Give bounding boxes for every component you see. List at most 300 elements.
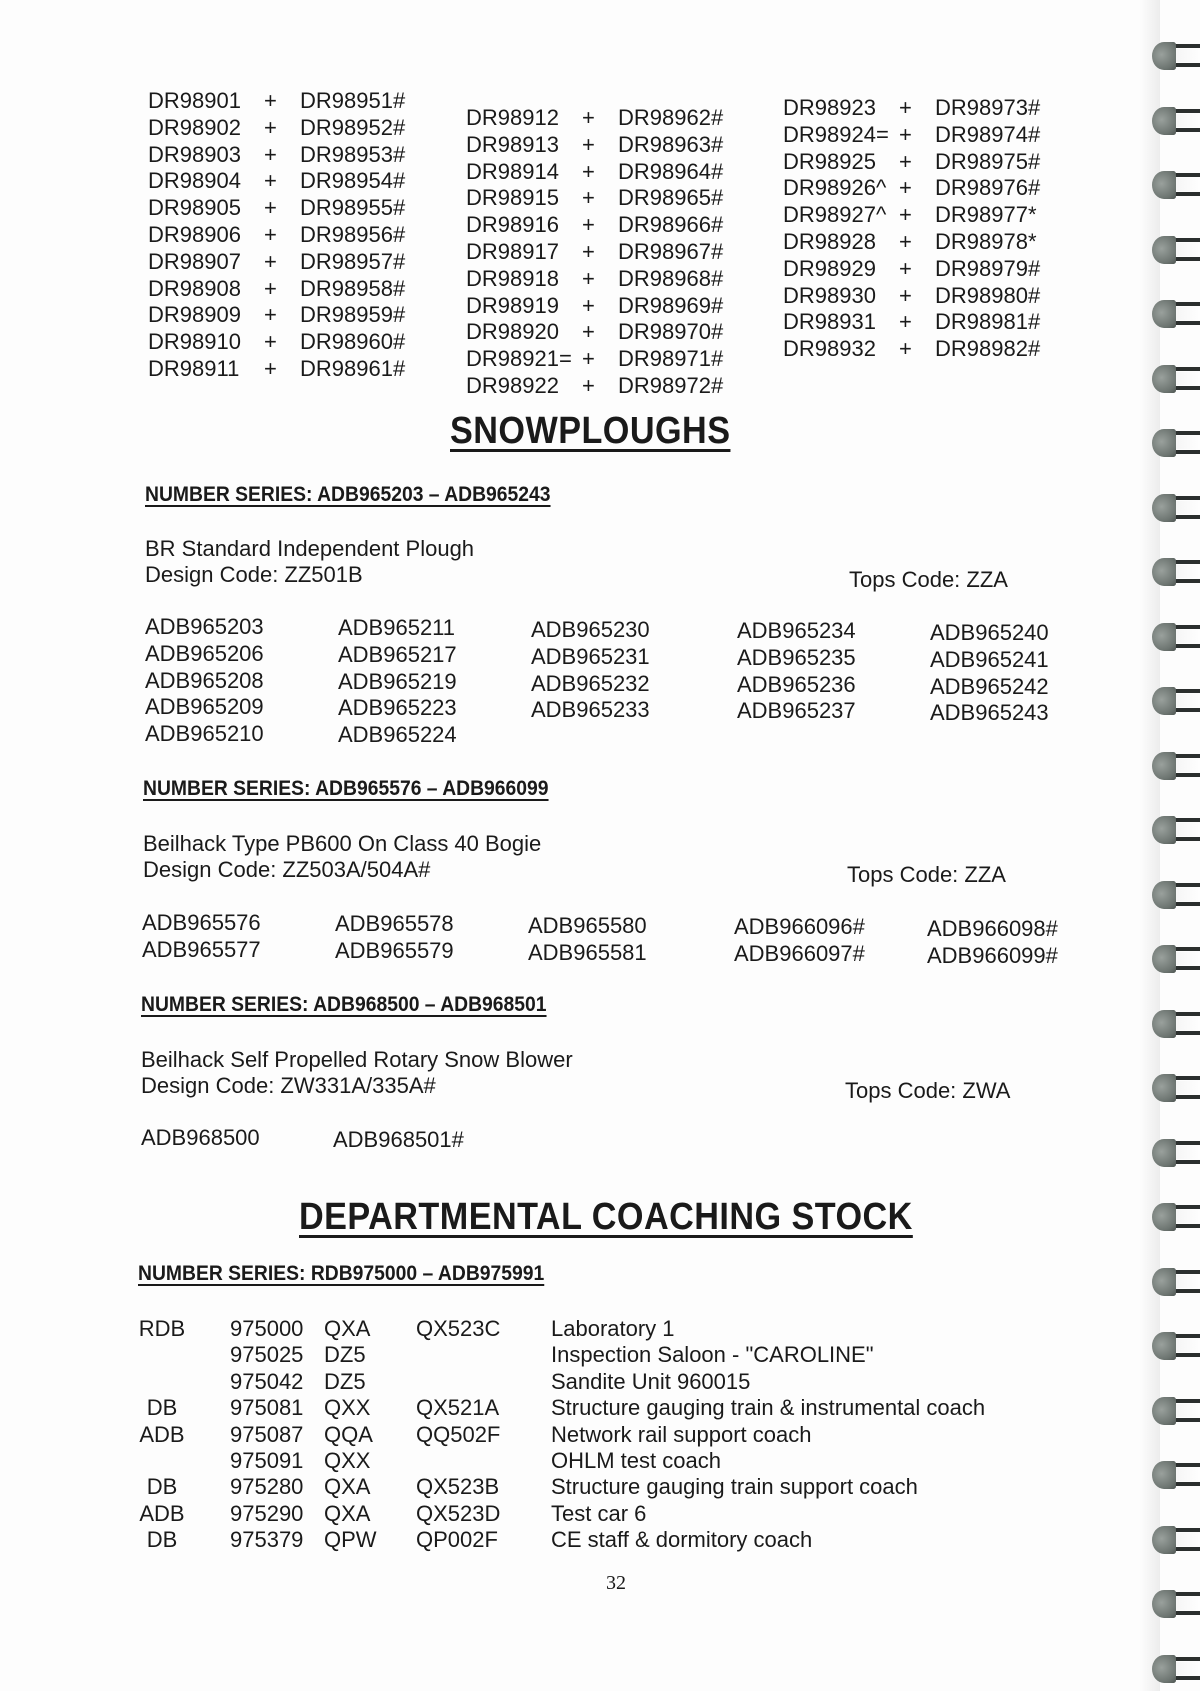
spiral-ring-icon (1150, 1006, 1200, 1042)
ring-end (1152, 1590, 1176, 1618)
description-cell: Sandite Unit 960015 (551, 1368, 751, 1394)
dr-number: DR98932 (783, 336, 876, 362)
prefix-cell: DB (146, 1474, 178, 1500)
pair-separator: + (899, 202, 912, 228)
pair-separator: + (582, 319, 595, 345)
vehicle-number: ADB965232 (531, 670, 650, 696)
spiral-ring-icon (1150, 38, 1200, 74)
ring-end (1152, 1074, 1176, 1102)
pair-separator: + (264, 114, 277, 140)
series-heading: NUMBER SERIES: ADB965576 – ADB966099 (143, 777, 549, 800)
dr-pair-row (466, 132, 723, 159)
pair-separator: + (899, 121, 912, 147)
pair-separator: + (264, 195, 277, 221)
dr-pair-row (148, 276, 405, 303)
ring-shine (1172, 630, 1200, 643)
spiral-ring-icon (1150, 554, 1200, 590)
pair-separator: + (264, 168, 277, 194)
dr-number: DR98919 (466, 292, 559, 318)
dr-number: DR98916 (466, 212, 559, 238)
dr-paired-number: DR98969# (618, 292, 724, 318)
number-column (734, 914, 865, 968)
dr-pair-row (466, 105, 723, 132)
dr-pair-row (466, 266, 723, 293)
dr-pair-row (466, 212, 723, 239)
ring-shine (1172, 1210, 1200, 1223)
pair-separator: + (582, 265, 595, 291)
design-code-cell: QP002F (416, 1527, 498, 1553)
dr-pair-row (466, 239, 723, 266)
spiral-ring-icon (1150, 361, 1200, 397)
dr-number: DR98907 (148, 248, 241, 274)
vehicle-number: ADB965577 (142, 936, 261, 962)
tops-code: Tops Code: ZZA (847, 862, 1006, 887)
dr-paired-number: DR98977* (935, 202, 1037, 228)
dr-number: DR98903 (148, 141, 241, 167)
spiral-ring-icon (1150, 1135, 1200, 1171)
dr-paired-number: DR98970# (618, 319, 724, 345)
dr-number: DR98918 (466, 265, 559, 291)
ring-end (1152, 945, 1176, 973)
page-number: 32 (606, 1572, 626, 1594)
number-cell: 975042 (230, 1368, 304, 1394)
vehicle-number: ADB965580 (528, 913, 647, 938)
number-cell: 975290 (230, 1500, 304, 1526)
dr-paired-number: DR98966# (618, 212, 724, 238)
design-code-cell: QX521A (416, 1395, 500, 1421)
ring-end (1152, 42, 1176, 70)
dr-paired-number: DR98974# (935, 121, 1041, 147)
pair-separator: + (582, 292, 595, 318)
pair-separator: + (264, 88, 277, 113)
ring-end (1152, 1203, 1176, 1231)
ring-shine (1172, 1146, 1200, 1159)
dr-pairs-column (148, 88, 405, 383)
ring-end (1152, 752, 1176, 780)
ring-shine (1172, 1662, 1200, 1675)
dr-pair-row (148, 356, 405, 383)
spiral-ring-icon (1150, 232, 1200, 268)
vehicle-number: ADB965219 (338, 668, 457, 694)
number-column (930, 620, 1049, 727)
pair-separator: + (582, 185, 595, 211)
dr-paired-number: DR98972# (618, 372, 724, 398)
number-cell: 975000 (230, 1316, 304, 1341)
vehicle-number: ADB965235 (737, 644, 856, 670)
spiral-ring-icon (1150, 167, 1200, 203)
dr-pair-row (783, 256, 1040, 283)
dr-paired-number: DR98956# (300, 221, 406, 247)
dr-paired-number: DR98955# (300, 195, 406, 221)
spiral-ring-icon (1150, 812, 1200, 848)
description-cell: Laboratory 1 (551, 1316, 675, 1341)
dr-pair-row (148, 88, 405, 115)
dr-pair-row (148, 329, 405, 356)
pair-separator: + (264, 302, 277, 328)
dr-pair-row (783, 336, 1040, 363)
ring-shine (1172, 436, 1200, 449)
description-cell: OHLM test coach (551, 1447, 721, 1473)
tops-code-cell: QXX (324, 1447, 371, 1473)
design-code-cell: QX523C (416, 1316, 501, 1341)
prefix-cell: DB (146, 1395, 178, 1421)
number-column (333, 1127, 464, 1154)
dr-paired-number: DR98958# (300, 275, 406, 301)
pair-separator: + (582, 131, 595, 157)
spiral-ring-icon (1150, 683, 1200, 719)
dr-paired-number: DR98982# (935, 336, 1041, 362)
dr-number: DR98908 (148, 275, 241, 301)
ring-shine (1172, 694, 1200, 707)
ring-shine (1172, 1533, 1200, 1546)
ring-end (1152, 558, 1176, 586)
number-column (927, 916, 1058, 970)
dr-paired-number: DR98973# (935, 95, 1041, 120)
ring-end (1152, 171, 1176, 199)
dr-number: DR98905 (148, 195, 241, 221)
ring-shine (1172, 1081, 1200, 1094)
pair-separator: + (582, 238, 595, 264)
tops-code-cell: QPW (324, 1527, 377, 1553)
tops-code-cell: QXX (324, 1395, 371, 1421)
vehicle-number: ADB965210 (145, 721, 264, 747)
pair-separator: + (582, 105, 595, 130)
description-cell: CE staff & dormitory coach (551, 1527, 813, 1553)
dr-number: DR98929 (783, 255, 876, 281)
dr-paired-number: DR98975# (935, 148, 1041, 174)
spiral-ring-icon (1150, 1586, 1200, 1622)
vehicle-number: ADB966097# (734, 940, 865, 966)
dr-number: DR98922 (466, 372, 559, 398)
dr-pair-row (148, 249, 405, 276)
ring-shine (1172, 1597, 1200, 1610)
ring-shine (1172, 888, 1200, 901)
prefix-cell: ADB (139, 1500, 185, 1526)
dr-paired-number: DR98953# (300, 141, 406, 167)
design-code-cell: QX523B (416, 1474, 500, 1500)
vehicle-number: ADB965576 (142, 910, 261, 935)
ring-end (1152, 429, 1176, 457)
vehicle-number: ADB965242 (930, 673, 1049, 699)
vehicle-number: ADB965578 (335, 911, 454, 936)
prefix-cell: DB (146, 1527, 178, 1553)
dr-paired-number: DR98964# (618, 158, 724, 184)
vehicle-number: ADB968500 (141, 1125, 260, 1150)
dr-paired-number: DR98960# (300, 329, 406, 355)
ring-shine (1172, 1339, 1200, 1352)
pair-separator: + (264, 275, 277, 301)
dr-number: DR98911 (148, 355, 240, 381)
spiral-ring-icon (1150, 1457, 1200, 1493)
pair-separator: + (899, 95, 912, 120)
pair-separator: + (582, 212, 595, 238)
vehicle-number: ADB965233 (531, 697, 650, 723)
dr-number: DR98927^ (783, 202, 887, 228)
ring-end (1152, 1010, 1176, 1038)
dr-paired-number: DR98978* (935, 228, 1037, 254)
number-cell: 975280 (230, 1474, 304, 1500)
description-cell: Network rail support coach (551, 1421, 812, 1447)
dr-pair-row (148, 142, 405, 169)
dr-number: DR98917 (466, 238, 559, 264)
ring-end (1152, 1268, 1176, 1296)
vehicle-number: ADB965209 (145, 694, 264, 720)
dr-pair-row (466, 346, 723, 373)
dr-paired-number: DR98963# (618, 131, 724, 157)
spiral-ring-icon (1150, 296, 1200, 332)
number-cell: 975087 (230, 1421, 304, 1447)
dr-number: DR98926^ (783, 175, 887, 201)
tops-code-cell: DZ5 (324, 1342, 366, 1368)
dr-pair-row (466, 293, 723, 320)
vehicle-number: ADB966098# (927, 916, 1058, 941)
dr-paired-number: DR98962# (618, 105, 724, 130)
section-title-coaching-stock: DEPARTMENTAL COACHING STOCK (299, 1196, 913, 1238)
vehicle-number: ADB965217 (338, 641, 457, 667)
dr-number: DR98901 (148, 88, 241, 113)
pair-separator: + (264, 329, 277, 355)
design-code: Design Code: ZZ503A/504A# (143, 857, 431, 882)
ring-shine (1172, 243, 1200, 256)
vehicle-number: ADB965208 (145, 667, 264, 693)
dr-number: DR98910 (148, 329, 241, 355)
dr-number: DR98925 (783, 148, 876, 174)
vehicle-number: ADB965211 (338, 615, 456, 640)
ring-end (1152, 1332, 1176, 1360)
tops-code-cell: QXA (324, 1474, 371, 1500)
vehicle-number: ADB966096# (734, 914, 865, 939)
dr-number: DR98904 (148, 168, 241, 194)
pair-separator: + (899, 336, 912, 362)
ring-shine (1172, 1017, 1200, 1030)
number-column (737, 618, 856, 725)
dr-pair-row (466, 373, 723, 400)
ring-shine (1172, 372, 1200, 385)
dr-number: DR98915 (466, 185, 559, 211)
vehicle-number: ADB968501# (333, 1127, 464, 1152)
design-code-cell: QQ502F (416, 1421, 501, 1447)
dr-paired-number: DR98954# (300, 168, 406, 194)
number-column (141, 1125, 260, 1152)
ring-shine (1172, 952, 1200, 965)
ring-shine (1172, 565, 1200, 578)
dr-number: DR98906 (148, 221, 241, 247)
spiral-ring-icon (1150, 1264, 1200, 1300)
vehicle-number: ADB965240 (930, 620, 1049, 645)
dr-pair-row (783, 202, 1040, 229)
dr-paired-number: DR98979# (935, 255, 1041, 281)
dr-pair-row (783, 229, 1040, 256)
dr-pair-row (148, 115, 405, 142)
vehicle-number: ADB965223 (338, 695, 457, 721)
dr-pair-row (783, 122, 1040, 149)
tops-code-cell: QXA (324, 1500, 371, 1526)
ring-end (1152, 236, 1176, 264)
vehicle-number: ADB965581 (528, 939, 647, 965)
pair-separator: + (899, 282, 912, 308)
vehicle-number: ADB965234 (737, 618, 856, 643)
pair-separator: + (899, 175, 912, 201)
dr-pairs-column (783, 95, 1040, 363)
vehicle-number: ADB965243 (930, 700, 1049, 726)
ring-shine (1172, 1404, 1200, 1417)
pair-separator: + (264, 355, 277, 381)
section-title-snowploughs: SNOWPLOUGHS (450, 410, 731, 452)
dr-paired-number: DR98980# (935, 282, 1041, 308)
ring-shine (1172, 307, 1200, 320)
spiral-ring-icon (1150, 103, 1200, 139)
number-cell: 975025 (230, 1342, 304, 1368)
dr-pair-row (466, 185, 723, 212)
dr-paired-number: DR98957# (300, 248, 406, 274)
vehicle-number: ADB965241 (930, 646, 1049, 672)
pair-separator: + (899, 255, 912, 281)
vehicle-number: ADB965231 (531, 643, 650, 669)
ring-shine (1172, 1275, 1200, 1288)
vehicle-number: ADB965224 (338, 722, 457, 748)
description-cell: Inspection Saloon - "CAROLINE" (551, 1342, 874, 1368)
dr-pair-row (466, 159, 723, 186)
design-code: Design Code: ZZ501B (145, 562, 363, 587)
number-column (338, 615, 457, 749)
dr-pair-row (148, 222, 405, 249)
vehicle-number: ADB966099# (927, 942, 1058, 968)
dr-number: DR98931 (783, 309, 876, 335)
vehicle-number: ADB965230 (531, 617, 650, 642)
tops-code: Tops Code: ZZA (849, 567, 1008, 592)
dr-number: DR98909 (148, 302, 241, 328)
ring-shine (1172, 501, 1200, 514)
dr-paired-number: DR98976# (935, 175, 1041, 201)
dr-number: DR98902 (148, 114, 241, 140)
ring-shine (1172, 1468, 1200, 1481)
ring-end (1152, 1461, 1176, 1489)
dr-pair-row (466, 319, 723, 346)
ring-end (1152, 881, 1176, 909)
dr-paired-number: DR98965# (618, 185, 724, 211)
spiral-ring-icon (1150, 1393, 1200, 1429)
number-column (142, 910, 261, 964)
ring-shine (1172, 49, 1200, 62)
pair-separator: + (899, 148, 912, 174)
dr-pair-row (148, 168, 405, 195)
dr-number: DR98920 (466, 319, 559, 345)
dr-number: DR98923 (783, 95, 876, 120)
ring-end (1152, 1655, 1176, 1683)
vehicle-number: ADB965206 (145, 640, 264, 666)
ring-end (1152, 816, 1176, 844)
dr-paired-number: DR98968# (618, 265, 724, 291)
dr-pair-row (783, 175, 1040, 202)
ring-end (1152, 687, 1176, 715)
vehicle-number: ADB965236 (737, 671, 856, 697)
dr-paired-number: DR98959# (300, 302, 406, 328)
series-heading: NUMBER SERIES: ADB968500 – ADB968501 (141, 993, 547, 1016)
ring-end (1152, 300, 1176, 328)
series-heading: NUMBER SERIES: RDB975000 – ADB975991 (138, 1262, 545, 1285)
prefix-cell: RDB (138, 1316, 186, 1341)
spiral-ring-icon (1150, 1070, 1200, 1106)
dr-paired-number: DR98951# (300, 88, 406, 113)
ring-shine (1172, 114, 1200, 127)
tops-code-cell: QXA (324, 1316, 371, 1341)
ring-end (1152, 1397, 1176, 1425)
ring-end (1152, 623, 1176, 651)
pair-separator: + (264, 248, 277, 274)
ring-end (1152, 494, 1176, 522)
dr-paired-number: DR98971# (618, 346, 724, 372)
spiral-ring-icon (1150, 490, 1200, 526)
dr-paired-number: DR98981# (935, 309, 1041, 335)
dr-number: DR98928 (783, 228, 876, 254)
spiral-ring-icon (1150, 1199, 1200, 1235)
ring-end (1152, 1139, 1176, 1167)
series-heading: NUMBER SERIES: ADB965203 – ADB965243 (145, 483, 551, 506)
number-cell: 975091 (230, 1447, 304, 1473)
spiral-ring-icon (1150, 941, 1200, 977)
dr-number: DR98912 (466, 105, 559, 130)
pair-separator: + (582, 372, 595, 398)
series-description: Beilhack Self Propelled Rotary Snow Blower (141, 1047, 573, 1072)
dr-number: DR98914 (466, 158, 559, 184)
ring-end (1152, 107, 1176, 135)
ring-end (1152, 1526, 1176, 1554)
dr-pair-row (148, 302, 405, 329)
dr-number: DR98921= (466, 346, 572, 372)
description-cell: Structure gauging train & instrumental coach (551, 1395, 986, 1421)
design-code: Design Code: ZW331A/335A# (141, 1073, 436, 1098)
description-cell: Test car 6 (551, 1500, 647, 1526)
dr-paired-number: DR98961# (300, 355, 406, 381)
dr-number: DR98924= (783, 121, 889, 147)
spiral-ring-icon (1150, 748, 1200, 784)
ring-shine (1172, 823, 1200, 836)
number-cell: 975379 (230, 1527, 304, 1553)
pair-separator: + (264, 221, 277, 247)
pair-separator: + (899, 228, 912, 254)
vehicle-number: ADB965237 (737, 698, 856, 724)
series-description: BR Standard Independent Plough (145, 536, 475, 561)
tops-code-cell: DZ5 (324, 1368, 366, 1394)
spiral-ring-icon (1150, 877, 1200, 913)
dr-pair-row (783, 149, 1040, 176)
spiral-ring-icon (1150, 1651, 1200, 1687)
spiral-ring-icon (1150, 1328, 1200, 1364)
dr-number: DR98930 (783, 282, 876, 308)
tops-code: Tops Code: ZWA (845, 1078, 1011, 1103)
ring-end (1152, 365, 1176, 393)
pair-separator: + (582, 158, 595, 184)
vehicle-number: ADB965579 (335, 937, 454, 963)
dr-pair-row (783, 283, 1040, 310)
prefix-cell: ADB (139, 1421, 185, 1447)
pair-separator: + (899, 309, 912, 335)
ring-shine (1172, 178, 1200, 191)
dr-number: DR98913 (466, 131, 559, 157)
dr-paired-number: DR98952# (300, 114, 406, 140)
dr-pair-row (783, 95, 1040, 122)
series-description: Beilhack Type PB600 On Class 40 Bogie (143, 831, 542, 856)
number-cell: 975081 (230, 1395, 304, 1421)
spiral-ring-icon (1150, 619, 1200, 655)
number-column (531, 617, 650, 724)
description-cell: Structure gauging train support coach (551, 1474, 918, 1500)
dr-pairs-column (466, 105, 723, 400)
vehicle-number: ADB965203 (145, 614, 264, 639)
tops-code-cell: QQA (324, 1421, 373, 1447)
dr-pair-row (783, 309, 1040, 336)
number-column (145, 614, 264, 748)
